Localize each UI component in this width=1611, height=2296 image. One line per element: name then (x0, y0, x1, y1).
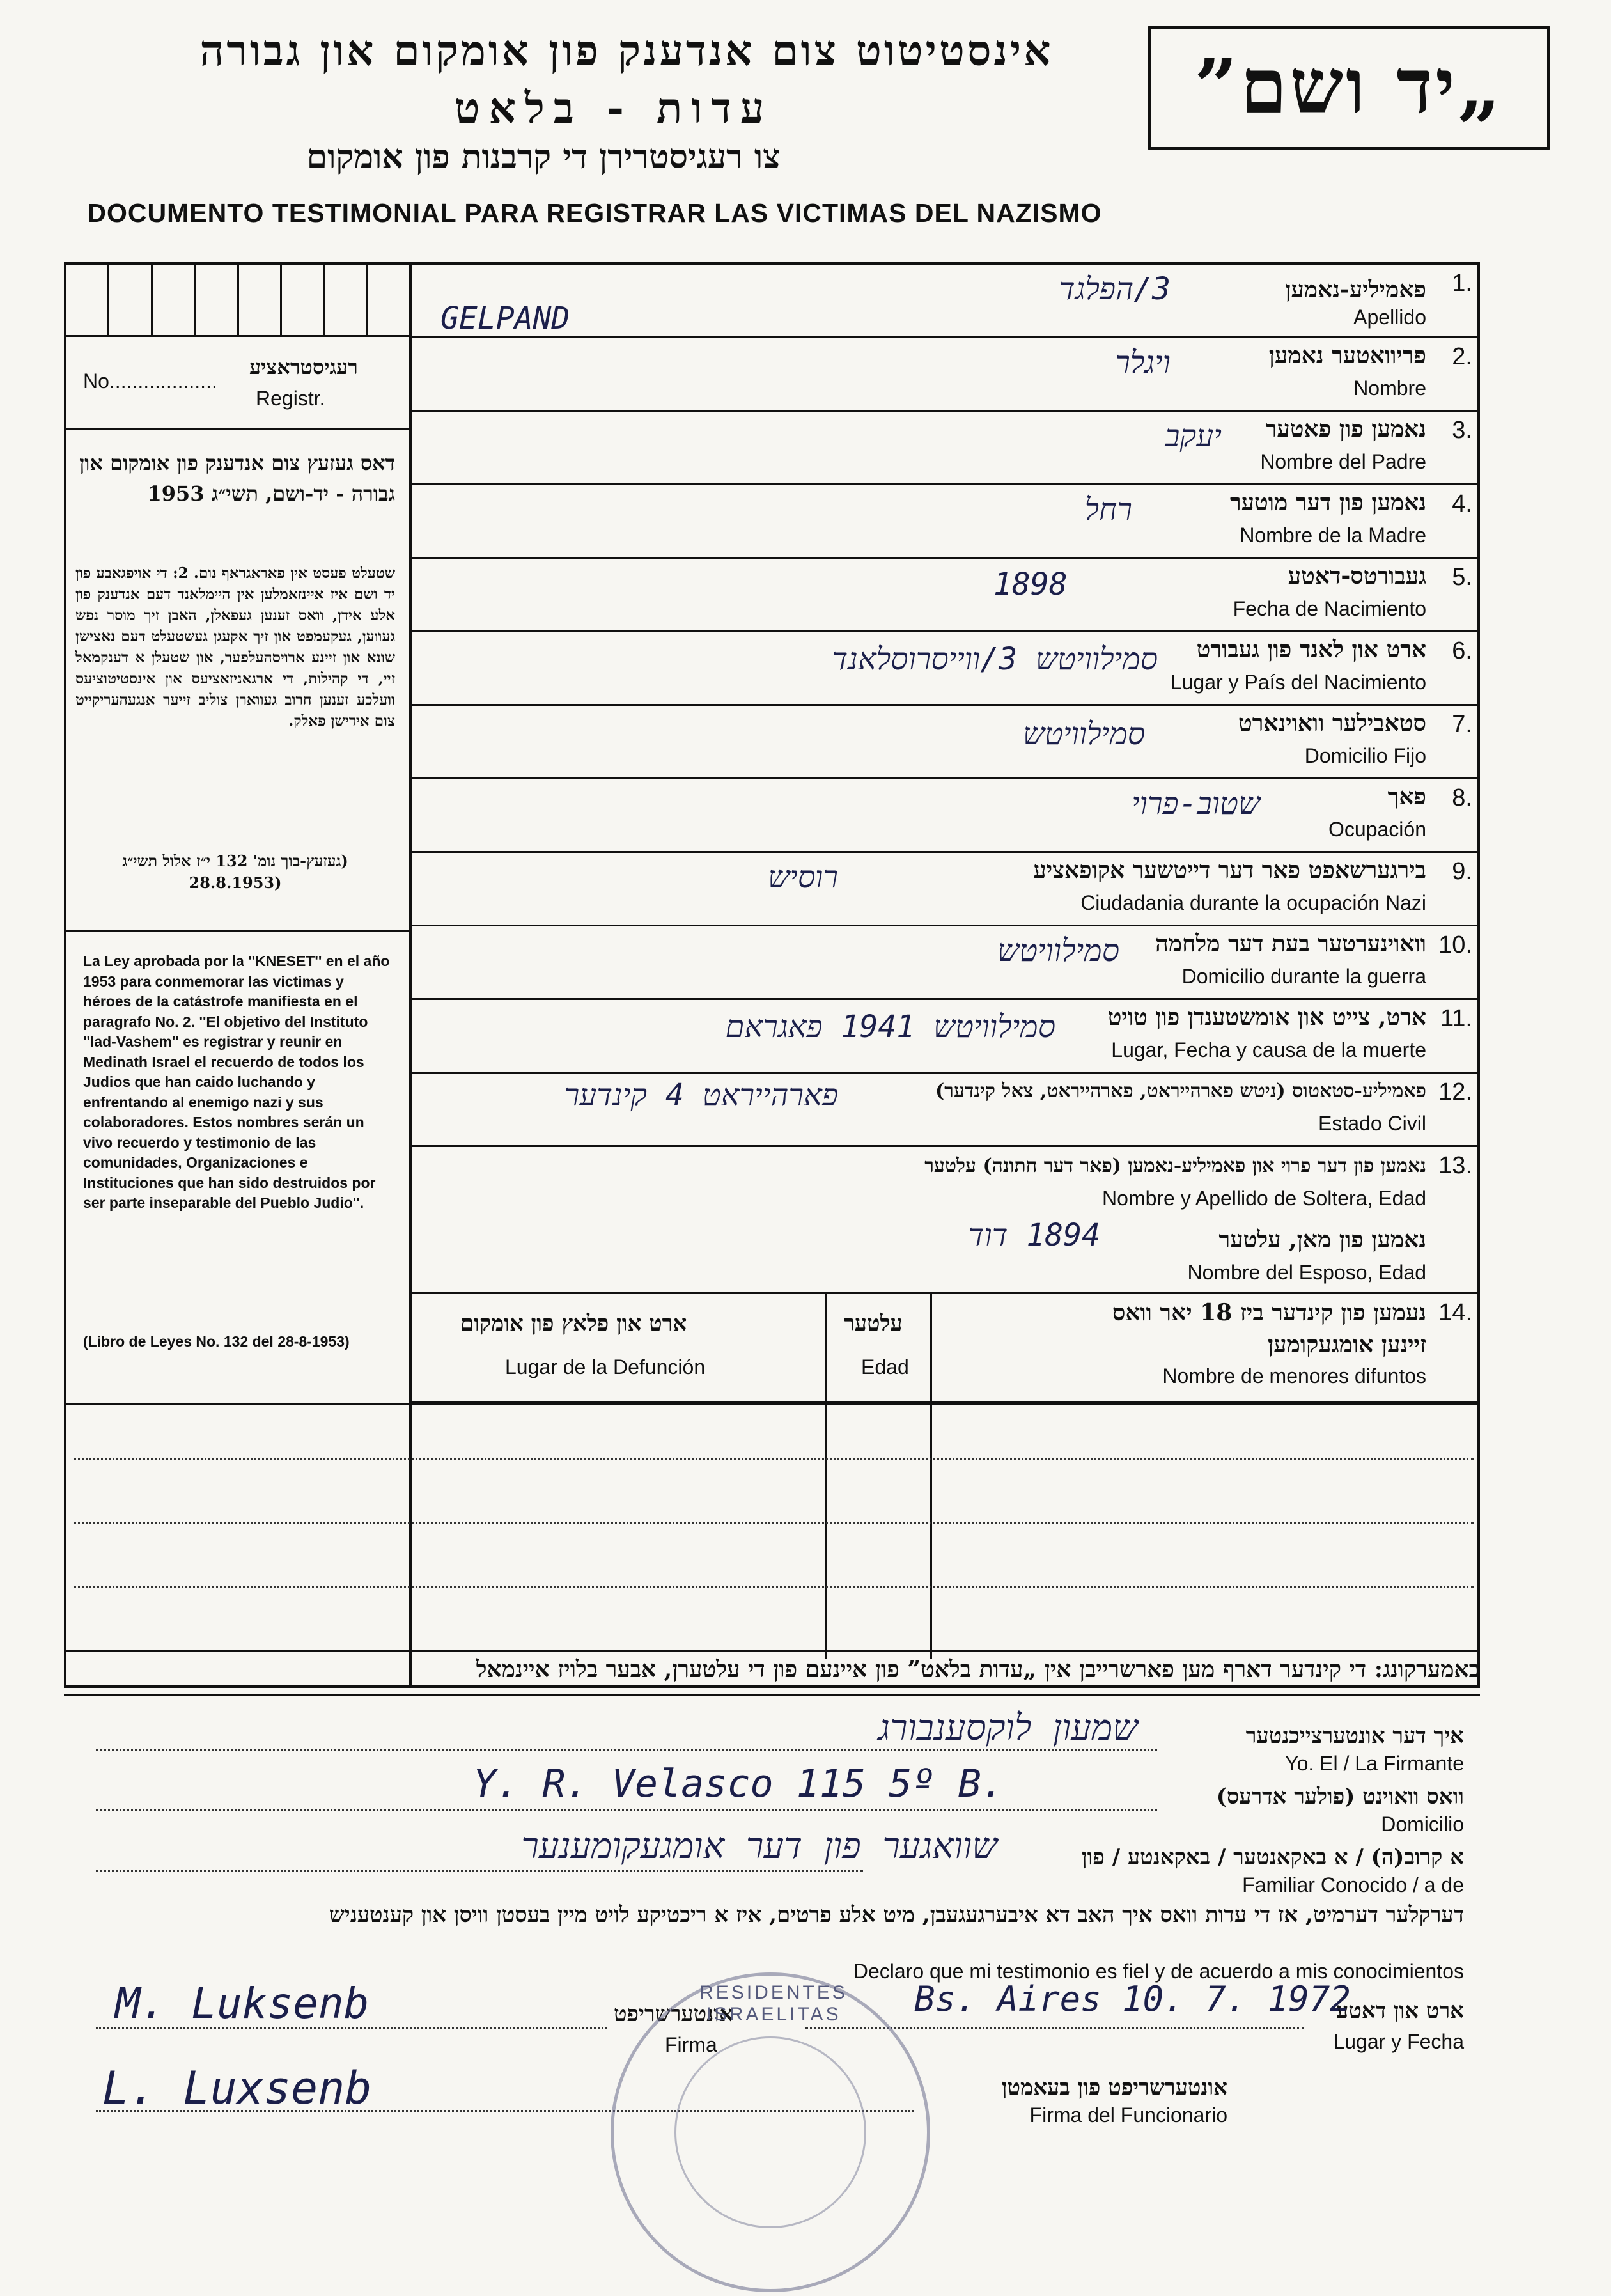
esposo-value: 1894 דוד (968, 1217, 1100, 1253)
familiar-label-heb: א קרוב(ה) / א באקאנטער / באקאנטע / פון (1081, 1845, 1464, 1870)
row-soltera-esposo: 13. נאמען פון דער פרוי און פאמיליע-נאמען (פאר דער חתונה) עלטער Nombre y Apellido de Soltera, Edad נאמען פון מאן, עלטער Nombre del Esposo, Edad 1894 דוד (412, 1147, 1477, 1294)
domicilio-value: Y. R. Velasco 115 5º B. (473, 1761, 1004, 1806)
domicilio-fijo-value: סמילוויטש (1023, 716, 1145, 752)
row-ocupacion: 8. פאך Ocupación שטוב-פרוי (412, 779, 1477, 853)
row-estado-civil: 12. פאמיליע-סטאטוס (ניטש פארהייראט, פארהייראט, צאל קינדער) Estado Civil פארהייראט 4 קינדער (412, 1074, 1477, 1147)
row-nacimiento: 5. געבורטס-דאטע Fecha de Nacimiento 1898 (412, 559, 1477, 632)
firmante-label-heb: איך דער אונטערצייכנטער (1245, 1723, 1464, 1749)
law-body-es: La Ley aprobada por la ''KNESET'' en el año 1953 para conmemorar las victimas y héroes de la catástrofe manifiesta en el paragrafo No. 2. ''El objetivo del Instituto ''Iad-Vashem'' es registrar y reunir en Medinath Israel el recuerdo de todos los Judios que han caido luchando y enfrentando al enemigo nazi y sus colaboradores. Estos nombres serán un vivo recuerdo y testimonio de las comunidades, Organizaciones e Instituciones que han sido destruidos por ser parte inseparable del Pueblo Judio''. (83, 953, 390, 1211)
madre-value: רחל (1084, 492, 1132, 527)
row-menores: 14. נעמען פון קינדער ביז 18 יאר וואס זיינען אומגעקומען Nombre de menores difuntos (412, 1294, 1477, 1403)
row-domicilio-guerra: 10. וואוינערטער בעת דער מלחמה Domicilio durante la guerra סמילוויטש (412, 926, 1477, 1000)
familiar-value: שוואגער פון דער אומגעקומענער (521, 1825, 997, 1867)
child-age-es: Edad (861, 1355, 909, 1378)
header-line2: עדות - בלאט (454, 83, 774, 133)
row-padre: 3. נאמען פון פאטער Nombre del Padre יעקב (412, 412, 1477, 485)
funcionario-signature: L. Luxsenb (102, 2062, 372, 2114)
row-madre: 4. נאמען פון דער מוטער Nombre de la Madre רחל (412, 485, 1477, 559)
child-place-heb: ארט און פלאץ פון אומקום (460, 1311, 687, 1336)
registration-boxes (66, 265, 409, 337)
registration-number: No................... (83, 370, 217, 393)
official-stamp-inner (674, 2036, 866, 2228)
law-ref-heb: (געזעץ-בוך נומ' 132 י״ז אלול תשי״ג (28.8.1953 (122, 852, 348, 892)
header-line1: אינסטיטוט צום אנדענק פון אומקום און גבורה (199, 26, 1054, 75)
lugar-label-es: Lugar y Fecha (1333, 2030, 1464, 2053)
domicilio-label-heb: וואס וואוינט (פולער אדרעס) (1216, 1784, 1464, 1809)
funcionario-label-heb: אונטערשריפט פון בעאמטן (1001, 2075, 1227, 2100)
domicilio-guerra-value: סמילוויטש (997, 933, 1119, 969)
firmante-label-es: Yo. El / La Firmante (1285, 1752, 1464, 1775)
declare-text-heb: דערקלער דערמיט, אז די עדות וואס איך האב דא איבערגעגעבן, מיט אלע פרטים, איז א ריכטיקע לויט מיין בעסטן וויסן און קענטעניש (329, 1902, 1464, 1928)
ocupacion-value: שטוב-פרוי (1132, 786, 1260, 822)
document-title: DOCUMENTO TESTIMONIAL PARA REGISTRAR LAS VICTIMAS DEL NAZISMO (87, 198, 1102, 228)
stamp-text: RESIDENTES ISRAELITAS (699, 1982, 848, 2025)
lugar-label-heb: ארט און דאטע (1336, 1998, 1464, 2024)
familiar-label-es: Familiar Conocido / a de (1242, 1873, 1464, 1896)
nacimiento-value: 1898 (993, 566, 1068, 602)
law-ref-es: (Libro de Leyes No. 132 del 28-8-1953) (83, 1333, 350, 1350)
row-muerte: 11. ארט, צייט און אומשטענדן פון טויט Lugar, Fecha y causa de la muerte סמילוויטש 1941 פאגראם (412, 1000, 1477, 1074)
firma-label-heb: אונטערשריפט (614, 2001, 733, 2027)
padre-value: יעקב (1165, 418, 1222, 454)
muerte-value: סמילוויטש 1941 פאגראם (725, 1009, 1055, 1045)
lugar-fecha-value: Bs. Aires 10. 7. 1972 (914, 1979, 1351, 2019)
declare-text-es: Declaro que mi testimonio es fiel y de acuerdo a mis conocimientos (853, 1960, 1464, 1983)
header-line3: צו רעגיסטרירן די קרבנות פון אומקום (306, 137, 781, 176)
divider (66, 930, 409, 932)
firma-label-es: Firma (665, 2033, 717, 2056)
firmante-value: שמעון לוקסענבורג (878, 1707, 1138, 1749)
signature: M. Luksenb (115, 1979, 370, 2028)
domicilio-label-es: Domicilio (1381, 1813, 1464, 1836)
row-domicilio-fijo: 7. סטאבילער וואוינארט Domicilio Fijo סמילוויטש (412, 706, 1477, 779)
yad-vashem-logo: „יד ושם” (1148, 26, 1550, 150)
row-nombre: 2. פריוואטער נאמען Nombre ויגלר (412, 338, 1477, 412)
divider (66, 428, 409, 430)
lugar-nacimiento-value: סמילוויטש 3/ווייסרוסלאנד (832, 641, 1158, 677)
child-place-es: Lugar de la Defunción (505, 1355, 706, 1378)
apellido-value: 3/הפלגד (1059, 271, 1171, 307)
ciudadania-value: רוסיש (768, 859, 838, 895)
funcionario-label-es: Firma del Funcionario (1029, 2104, 1227, 2127)
apellido-latin-value: GELPAND (440, 301, 570, 336)
law-title-heb: דאס געזעץ צום אנדענק פון אומקום און גבורה - יד-ושם, תשי״ג 1953 (79, 451, 395, 506)
registration-label-es: Registr. (256, 387, 325, 410)
estado-civil-value: פארהייראט 4 קינדער (564, 1077, 838, 1113)
row-ciudadania: 9. בירגערשאפט פאר דער דייטשער אקופאציע Ciudadania durante la ocupación Nazi רוסיש (412, 853, 1477, 926)
note-text: באמערקונג: די קינדער דארף מען פארשרייבן אין „עדות בלאט” פון איינעם פון די עלטערן, אבער בלויז איינמאל (476, 1656, 1480, 1683)
row-lugar-nacimiento: 6. ארט און לאנד פון געבורט Lugar y País del Nacimiento סמילוויטש 3/ווייסרוסלאנד (412, 632, 1477, 706)
registration-label-heb: רעגיסטראציע (249, 355, 358, 379)
law-body-heb: שטעלט פעסט אין פאראגראף נום. 2: די אויפגאבע פון יד ושם איז איינזאמלען אין היימלאנד דעם אנדענק פון אלע אידן, וואס זענען געפאלן, האבן זיך מוסר נפש געווען, געקעמפט און זיך אקעגן געשטעלט דעם נאצישן שונא און זיינע ארויסהעלפער, און שטעלן א דענקמאל זיי, די קהילות, די ארגאניזאציעס און אינסטיטוציעס וועלכע זענען חרוב געווארן צוליב זייער אנגעהעריקייט צום אידישן פאלק. (75, 565, 395, 730)
nombre-value: ויגלר (1115, 345, 1171, 380)
row-apellido: 1. פאמיליע-נאמען Apellido 3/הפלגד GELPAND (412, 265, 1477, 338)
child-age-heb: עלטער (844, 1311, 903, 1336)
